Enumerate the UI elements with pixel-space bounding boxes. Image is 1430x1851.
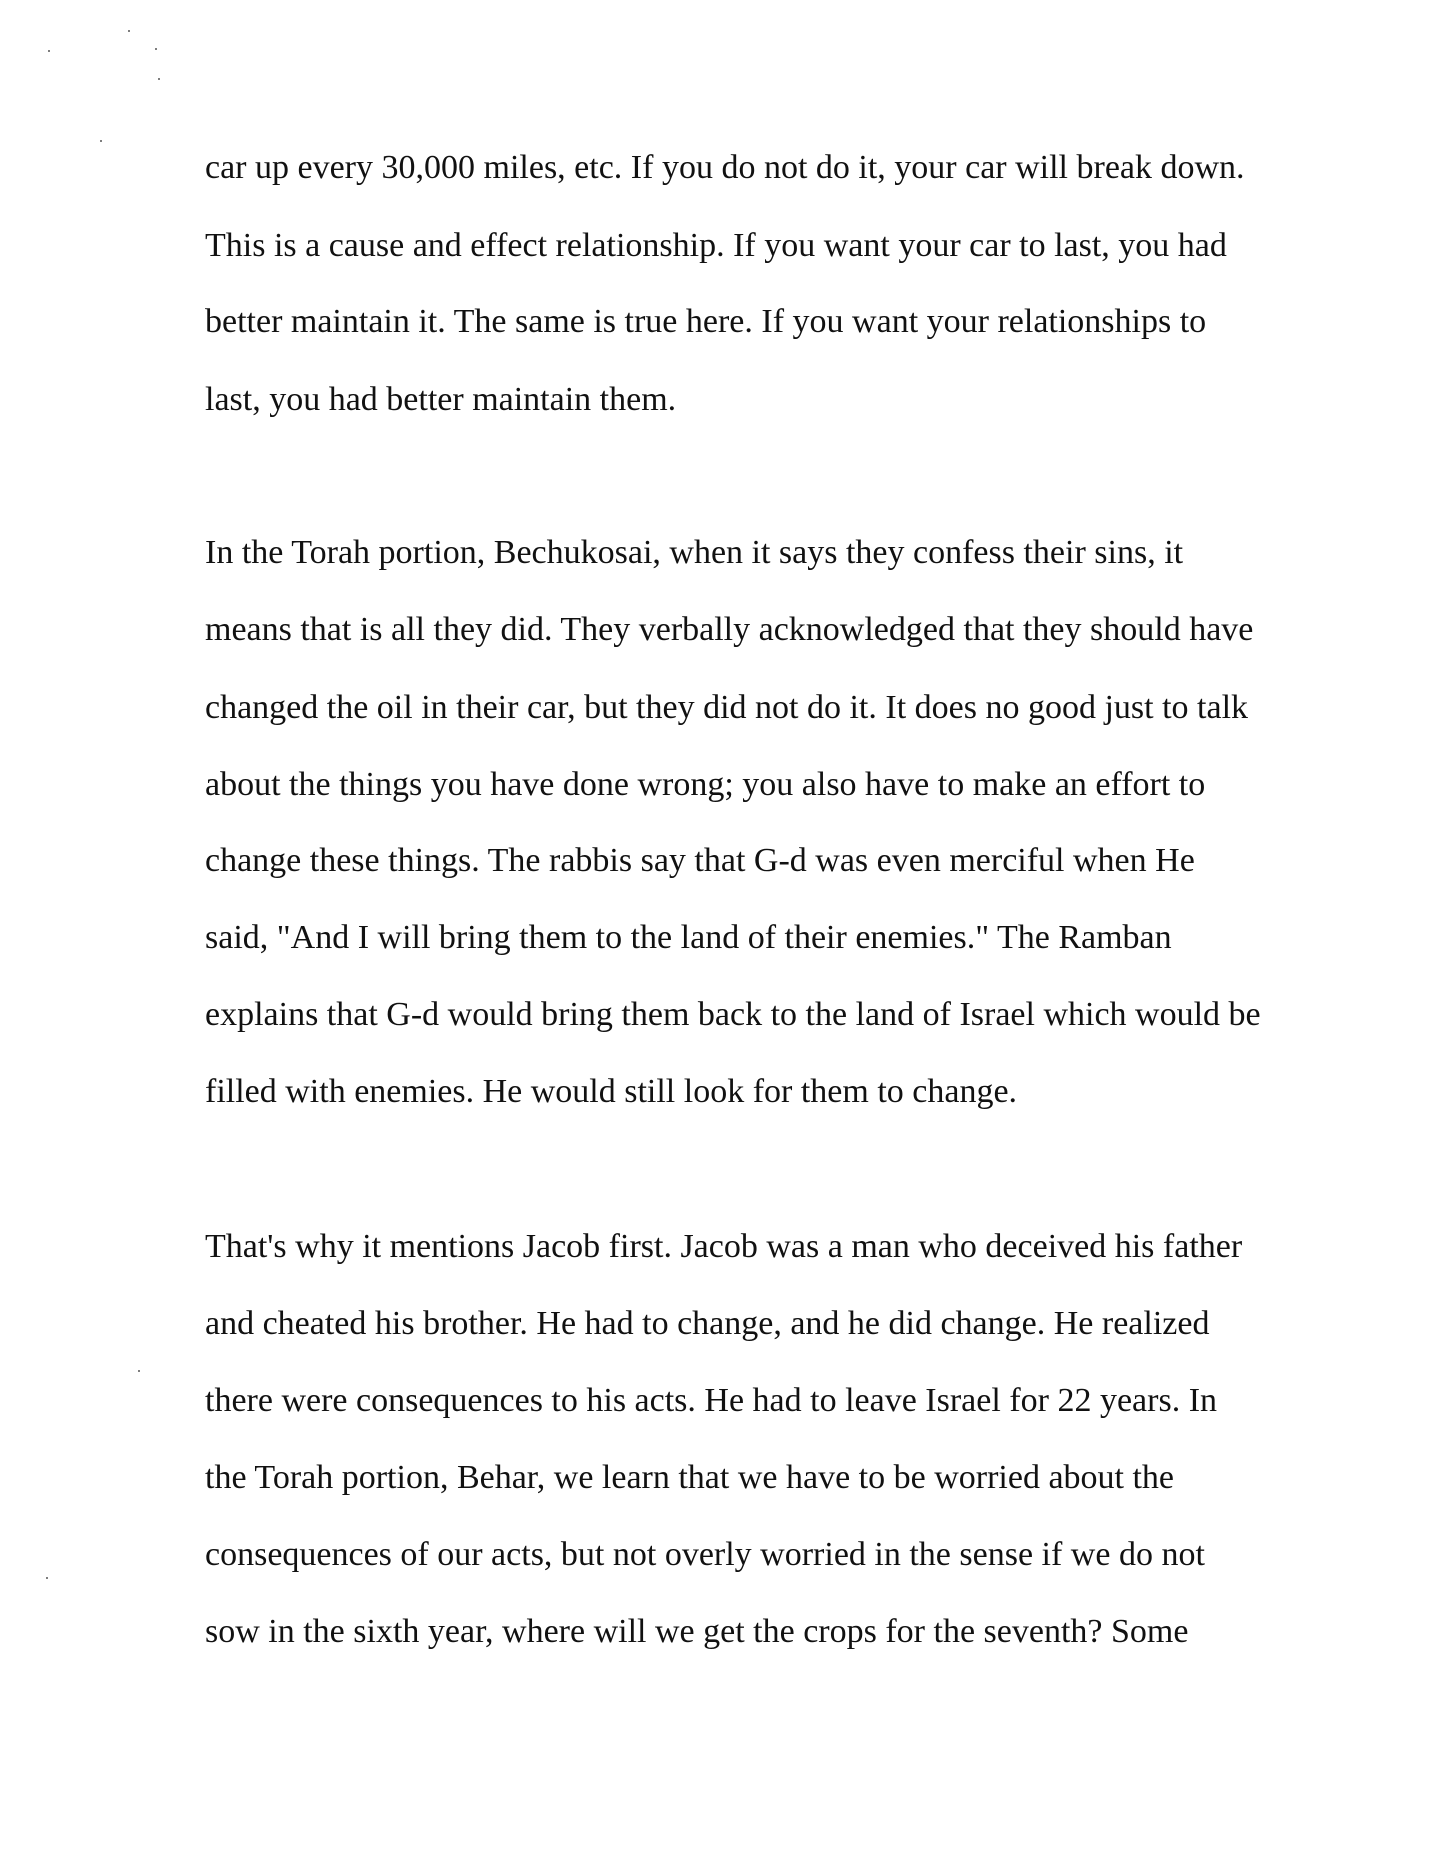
scan-speck [138,1370,140,1372]
text-line: last, you had better maintain them. [205,381,677,418]
scan-speck [158,78,160,80]
text-line: better maintain it. The same is true here. If you want your relationships to [205,303,1207,340]
scan-speck [48,50,50,52]
text-line: filled with enemies. He would still look for them to change. [205,1073,1018,1110]
text-line: This is a cause and effect relationship. If you want your car to last, you had [205,227,1227,264]
text-line: about the things you have done wrong; you also have to make an effort to [205,766,1206,803]
text-line: said, "And I will bring them to the land of their enemies." The Ramban [205,919,1172,956]
scan-speck [46,1577,48,1579]
text-line: explains that G-d would bring them back to the land of Israel which would be [205,996,1261,1033]
text-line: In the Torah portion, Bechukosai, when it says they confess their sins, it [205,534,1184,571]
text-line: the Torah portion, Behar, we learn that we have to be worried about the [205,1459,1175,1496]
text-line: and cheated his brother. He had to change, and he did change. He realized [205,1305,1210,1342]
scan-speck [128,30,130,32]
text-line: consequences of our acts, but not overly worried in the sense if we do not [205,1536,1205,1573]
scan-speck [100,140,102,142]
text-line: means that is all they did. They verbally acknowledged that they should have [205,611,1254,648]
scan-speck [155,48,157,50]
text-line: That's why it mentions Jacob first. Jacob was a man who deceived his father [205,1228,1243,1265]
text-line: change these things. The rabbis say that G-d was even merciful when He [205,842,1195,879]
text-line: car up every 30,000 miles, etc. If you do not do it, your car will break down. [205,149,1245,186]
text-line: there were consequences to his acts. He had to leave Israel for 22 years. In [205,1382,1218,1419]
text-line: changed the oil in their car, but they did not do it. It does no good just to talk [205,689,1249,726]
text-line: sow in the sixth year, where will we get the crops for the seventh? Some [205,1613,1189,1650]
